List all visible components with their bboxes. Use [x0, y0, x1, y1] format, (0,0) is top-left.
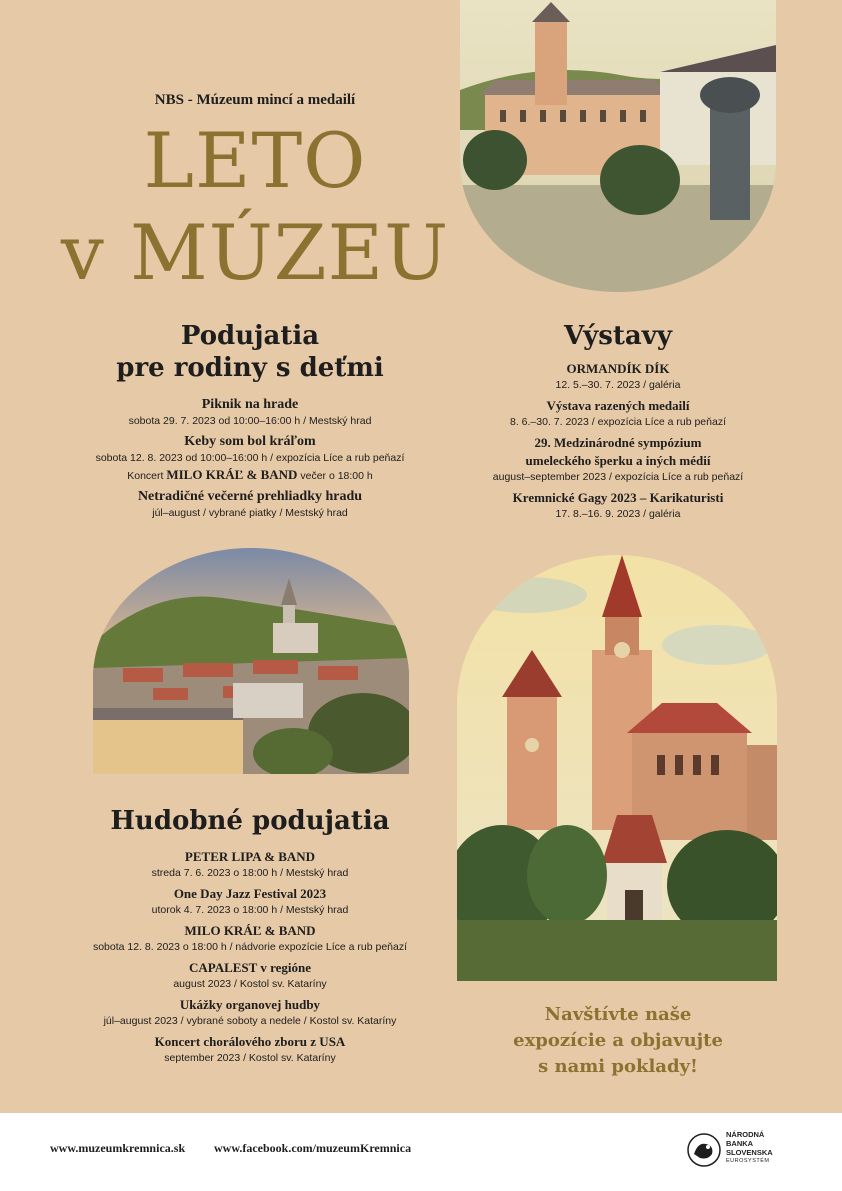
cta-line2: expozície a objavujte [513, 1030, 723, 1051]
family-heading-line1: Podujatia [180, 321, 320, 351]
music-event-title: Ukážky organovej hudby [179, 997, 321, 1012]
visit-call-to-action [470, 1002, 766, 1080]
nbs-logo-line2: BANKA [726, 1139, 754, 1148]
family-events-list [70, 396, 430, 525]
event-details: sobota 29. 7. 2023 od 10:00–16:00 h / Mestský hrad [128, 415, 372, 427]
exhibition-details: 17. 8.–16. 9. 2023 / galéria [555, 508, 681, 520]
music-event-title: MILO KRÁĽ & BAND [184, 923, 316, 938]
concert-time: večer o 18:00 h [297, 470, 373, 482]
exhibition-title: Výstava razených medailí [546, 398, 690, 413]
exhibition-details: 8. 6.–30. 7. 2023 / expozícia Líce a rub peňazí [510, 416, 726, 428]
concert-band-name: MILO KRÁĽ & BAND [166, 467, 298, 482]
family-section-heading [70, 320, 430, 384]
music-event-title: Koncert chorálového zboru z USA [154, 1034, 346, 1049]
exhibitions-heading: Výstavy [564, 321, 672, 351]
event-details: sobota 12. 8. 2023 od 10:00–16:00 h / expozícia Líce a rub peňazí [95, 452, 405, 464]
event-title: Piknik na hrade [201, 397, 299, 412]
title-line-1: LETO [143, 116, 367, 205]
exhibitions-list [458, 360, 778, 526]
concert-line [70, 466, 430, 484]
concert-prefix: Koncert [127, 470, 167, 482]
exhibition-title: ORMANDÍK DÍK [566, 361, 670, 376]
nbs-logo-emblem-icon [686, 1132, 722, 1168]
event-title: Keby som bol kráľom [184, 434, 316, 449]
music-event-details: sobota 12. 8. 2023 o 18:00 h / nádvorie expozície Líce a rub peňazí [92, 941, 408, 953]
music-event-title: One Day Jazz Festival 2023 [173, 886, 327, 901]
music-event-details: júl–august 2023 / vybrané soboty a nedele / Kostol sv. Kataríny [103, 1015, 397, 1027]
nbs-logo [686, 1130, 796, 1170]
exhibition-title: Kremnické Gagy 2023 – Karikaturisti [512, 490, 724, 505]
facebook-link[interactable]: www.facebook.com/muzeumKremnica [214, 1141, 412, 1155]
family-heading-line2: pre rodiny s deťmi [116, 353, 384, 383]
cta-line1: Navštívte naše [544, 1004, 692, 1025]
church-tower-image [457, 555, 777, 981]
nbs-logo-line1: NÁRODNÁ [726, 1130, 765, 1139]
exhibition-details: august–september 2023 / expozícia Líce a rub peňazí [492, 471, 744, 483]
website-link[interactable]: www.muzeumkremnica.sk [50, 1141, 186, 1155]
cta-line3: s nami poklady! [538, 1056, 698, 1077]
music-event-details: august 2023 / Kostol sv. Kataríny [173, 978, 327, 990]
exhibition-title-line2: umeleckého šperku a iných médií [525, 453, 711, 468]
town-square-image [460, 0, 776, 292]
event-title: Netradičné večerné prehliadky hradu [137, 489, 363, 504]
title-line-2: v MÚZEU [60, 208, 450, 297]
nbs-logo-line4: EUROSYSTÉM [726, 1158, 770, 1164]
nbs-logo-text [726, 1130, 773, 1166]
museum-subtitle: NBS - Múzeum mincí a medailí [154, 92, 356, 108]
music-event-details: september 2023 / Kostol sv. Kataríny [164, 1052, 336, 1064]
exhibition-details: 12. 5.–30. 7. 2023 / galéria [555, 379, 681, 391]
music-events-list [70, 848, 430, 1070]
exhibition-title-line1: 29. Medzinárodné sympózium [534, 435, 702, 450]
event-details: júl–august / vybrané piatky / Mestský hrad [152, 507, 348, 519]
music-event-title: CAPALEST v regióne [188, 960, 312, 975]
music-event-title: PETER LIPA & BAND [184, 849, 316, 864]
music-event-details: utorok 4. 7. 2023 o 18:00 h / Mestský hrad [151, 904, 349, 916]
music-section-heading: Hudobné podujatia [110, 806, 390, 836]
music-event-details: streda 7. 6. 2023 o 18:00 h / Mestský hrad [151, 867, 349, 879]
town-panorama-image [93, 548, 409, 774]
nbs-logo-line3: SLOVENSKA [726, 1148, 773, 1157]
